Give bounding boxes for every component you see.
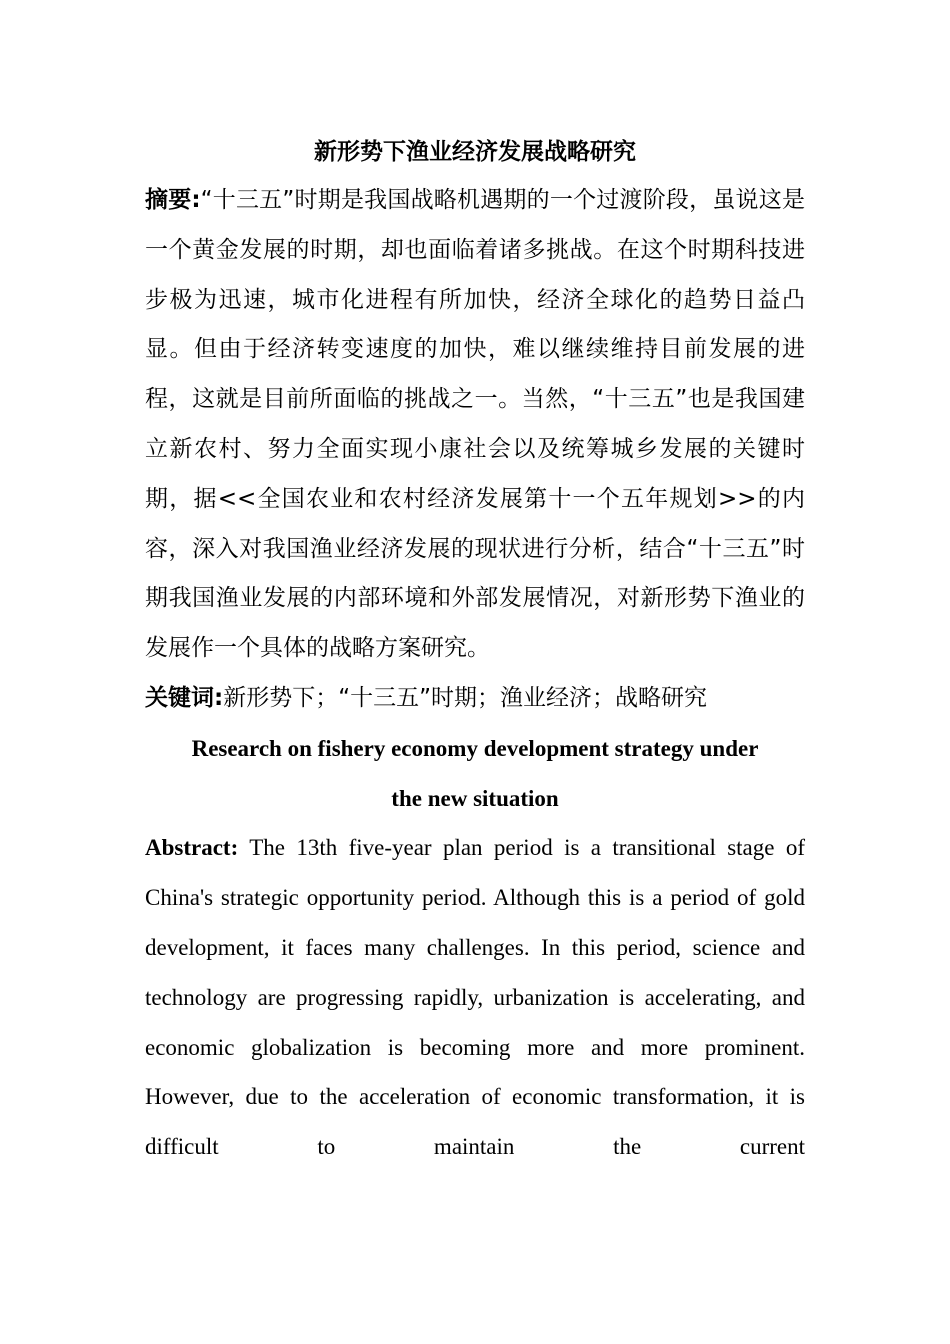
english-title-line-1: Research on fishery economy development strategy under: [191, 735, 759, 761]
english-title-line-2: the new situation: [391, 785, 559, 811]
chinese-abstract-label: 摘要:: [145, 187, 201, 213]
chinese-keywords-text: 新形势下；“十三五”时期；渔业经济；战略研究: [223, 684, 708, 711]
chinese-keywords-label: 关键词:: [145, 684, 224, 711]
english-abstract-text: The 13th five-year plan period is a transitional stage of China's strategic opportunity period. Although this is a period of gold development, it faces many challenges. In this period, science and technology are progressing rapidly, urbanization is accelerating, and economic globalization is becoming more and more prominent. However, due to the acceleration of economic transformation, it is difficult to maintain the current: [145, 835, 805, 1160]
chinese-abstract-text: “十三五”时期是我国战略机遇期的一个过渡阶段，虽说这是一个黄金发展的时期，却也面临着诸多挑战。在这个时期科技进步极为迅速，城市化进程有所加快，经济全球化的趋势日益凸显。但由于经济转变速度的加快，难以继续维持目前发展的进程，这就是目前所面临的挑战之一。当然，“十三五”也是我国建立新农村、努力全面实现小康社会以及统筹城乡发展的关键时期，据<<全国农业和农村经济发展第十一个五年规划>>的内容，深入对我国渔业经济发展的现状进行分析，结合“十三五”时期我国渔业发展的内部环境和外部发展情况，对新形势下渔业的发展作一个具体的战略方案研究。: [145, 187, 805, 662]
chinese-abstract: [145, 176, 805, 674]
english-abstract: [145, 823, 805, 1172]
chinese-title: 新形势下渔业经济发展战略研究: [314, 139, 636, 165]
english-title: [145, 724, 805, 824]
english-abstract-label: Abstract:: [145, 835, 239, 861]
chinese-keywords: [145, 674, 805, 724]
document-page: [145, 128, 805, 1172]
